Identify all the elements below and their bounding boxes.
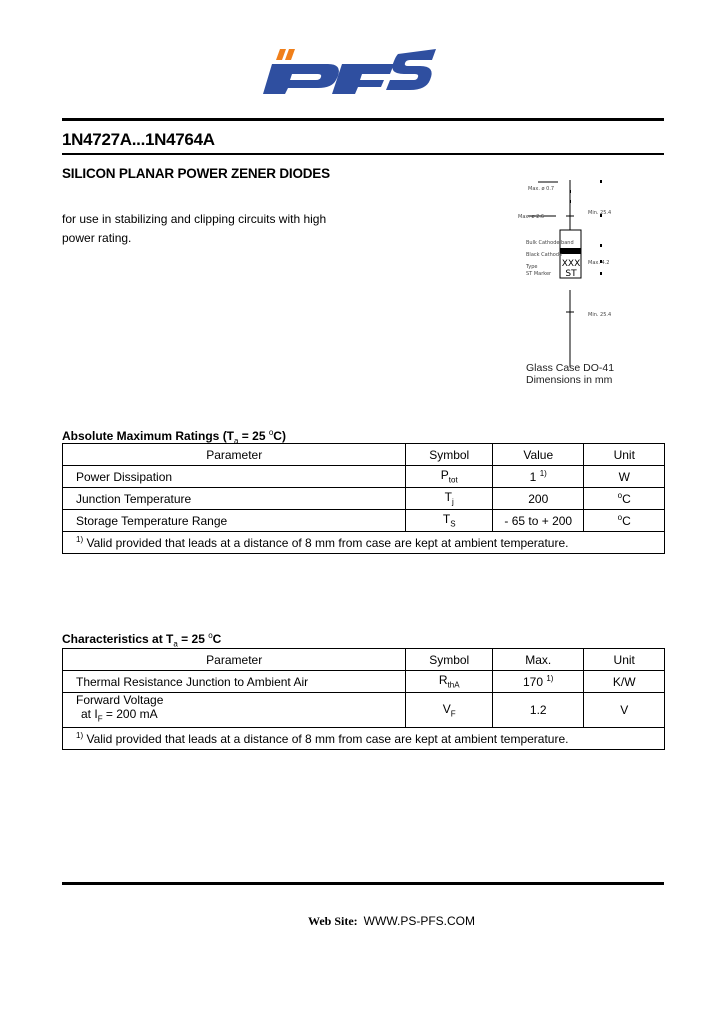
col-symbol: Symbol [406, 649, 493, 671]
marking-label-black: Black Cathode [526, 252, 563, 258]
table-row: Thermal Resistance Junction to Ambient Air $R_{thA}$ 170 $^{1)}$ K/W [63, 671, 665, 693]
table-row: Forward Voltage at $I_F = 200$ mA $V_F$ 1.2 V [63, 693, 665, 728]
title-underline [62, 153, 664, 155]
col-symbol: Symbol [406, 444, 493, 466]
dim-bottom-lead-length: Min. 25.4 [588, 312, 612, 318]
package-caption-line2: Dimensions in mm [526, 374, 613, 386]
table-header-row [63, 444, 665, 466]
package-caption-line1: Glass Case DO-41 [526, 362, 615, 374]
table-header-row [63, 649, 665, 671]
marking-label-bulk: Bulk Cathode band [526, 240, 574, 246]
col-unit: Unit [584, 444, 665, 466]
table-note-row: $^{1)}$ Valid provided that leads at a distance of 8 mm from case are kept at ambient temperature. [63, 532, 665, 554]
description: for use in stabilizing and clipping circuits with high power rating. [62, 212, 327, 245]
col-parameter: Parameter [63, 649, 406, 671]
col-unit: Unit [584, 649, 665, 671]
do41-package-drawing [508, 172, 618, 387]
page-title: 1N4727A...1N4764A [62, 130, 215, 149]
characteristics-heading: Characteristics at $T_a = 25$ $^o$C [62, 631, 222, 649]
characteristics-table [62, 648, 665, 750]
abs-max-heading: Absolute Maximum Ratings ($T_a = 25$ $^o$C) [62, 428, 286, 446]
dim-body-length: Max. 4.2 [588, 260, 610, 266]
page-subtitle: SILICON PLANAR POWER ZENER DIODES [62, 166, 330, 181]
logo-accent-mark [276, 49, 295, 60]
abs-max-table [62, 443, 665, 554]
body-brand: ST [565, 269, 577, 279]
col-value: Value [493, 444, 584, 466]
dim-top-lead-length: Min. 25.4 [588, 210, 612, 216]
website-line [308, 914, 475, 929]
marking-label-type: Type [526, 264, 538, 270]
package-caption [526, 362, 614, 386]
table-row: Junction Temperature $T_j$ 200 $^o$C [63, 488, 665, 510]
footer-rule [62, 882, 664, 885]
table-row: Storage Temperature Range $T_S$ - 65 to + 200 $^o$C [63, 510, 665, 532]
dim-lead-diameter: Max. ø 0.7 [528, 186, 555, 192]
col-max: Max. [493, 649, 584, 671]
table-note-row: $^{1)}$ Valid provided that leads at a distance of 8 mm from case are kept at ambient temperature. [63, 728, 665, 750]
top-rule [62, 118, 664, 121]
cathode-band [560, 248, 581, 254]
website-label: Web Site: [308, 914, 358, 928]
marking-label-st: ST Marker [526, 271, 552, 277]
col-parameter: Parameter [63, 444, 406, 466]
pfs-logo [258, 44, 438, 94]
table-row: Power Dissipation $P_{tot}$ 1 $^{1)}$ W [63, 466, 665, 488]
body-code: XXX [561, 259, 581, 269]
dim-body-diameter: Max. ø 2.6 [518, 214, 545, 220]
website-link[interactable]: WWW.PS-PFS.COM [363, 914, 475, 928]
